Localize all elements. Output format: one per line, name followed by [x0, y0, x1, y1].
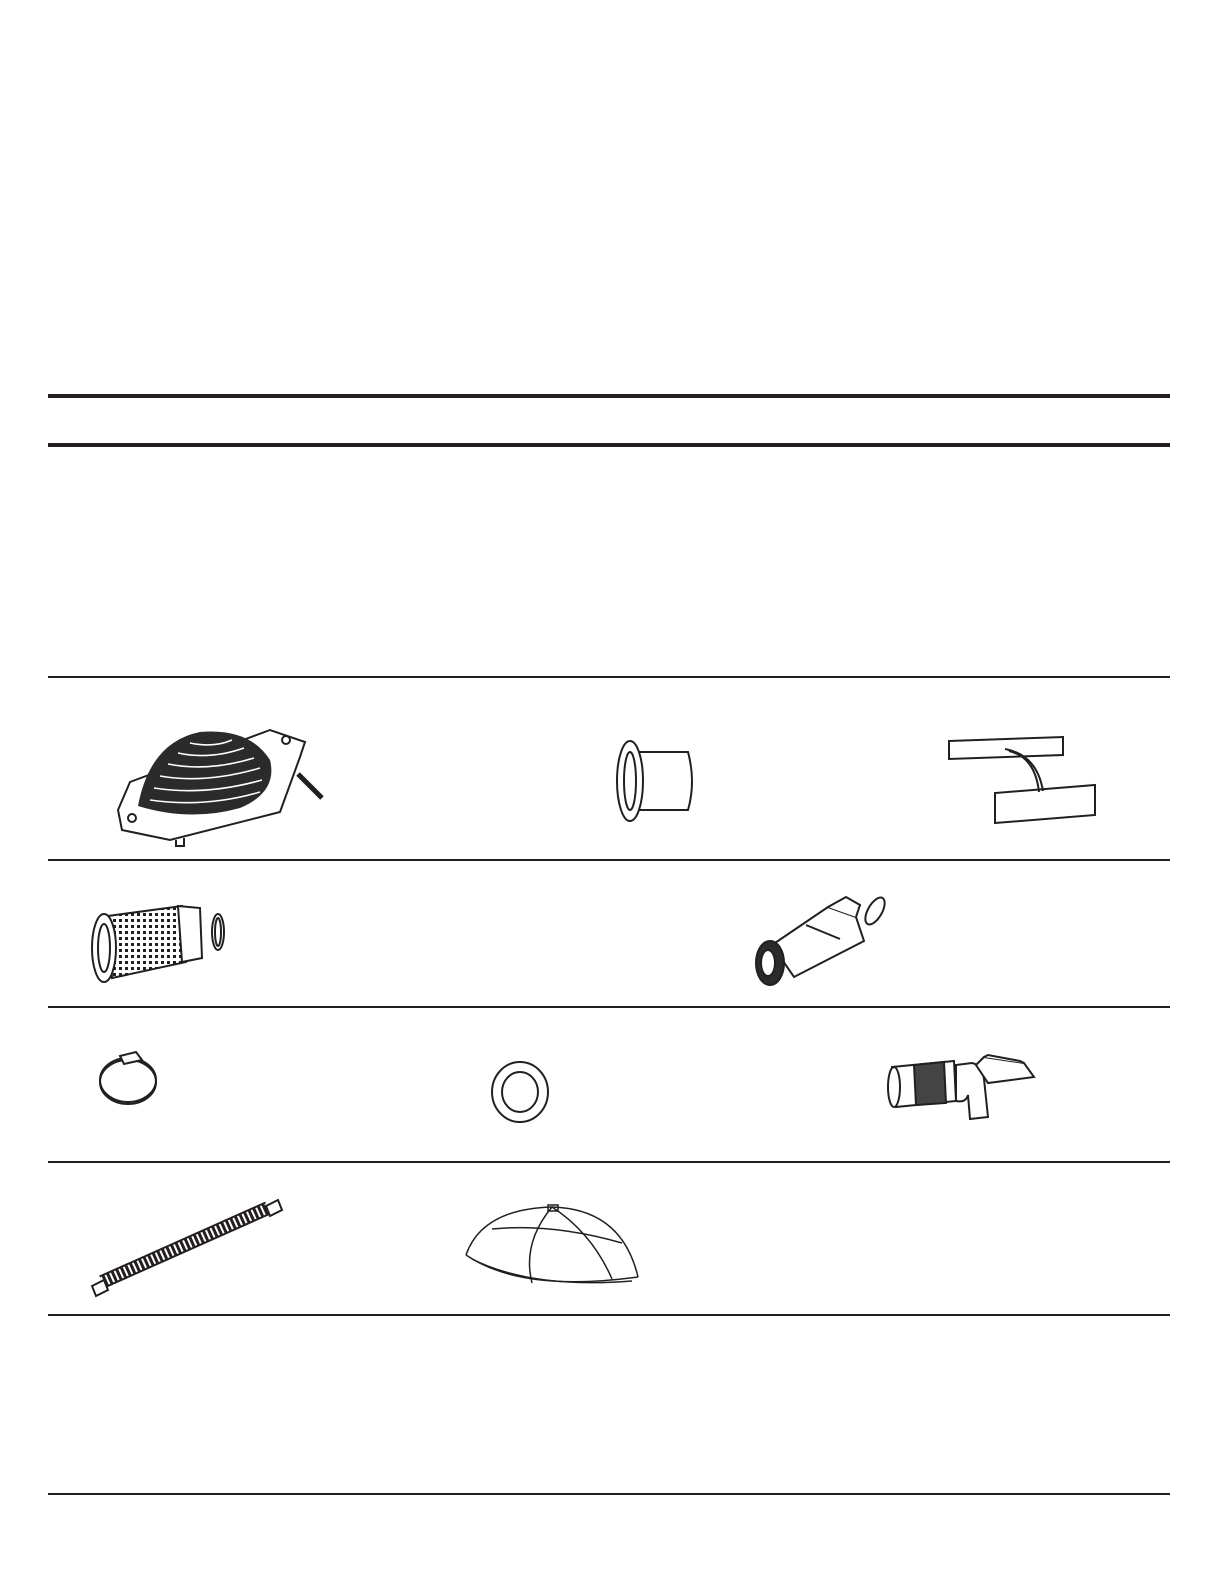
row-divider: [48, 859, 1170, 861]
solar-dome-heater-icon: [110, 722, 330, 847]
row-divider: [48, 1161, 1170, 1163]
hose-clamp-icon: [96, 1048, 166, 1106]
rubber-washer-icon: [486, 1058, 554, 1126]
heading-bottom-rule: [48, 443, 1170, 447]
table-top-rule: [48, 676, 1170, 678]
elbow-adapter-icon: [884, 1055, 1044, 1130]
clear-dome-cover-icon: [462, 1203, 642, 1298]
flanged-bushing-icon: [612, 738, 700, 826]
footer-rule: [48, 1493, 1170, 1495]
flexible-hose-icon: [86, 1200, 286, 1300]
mounting-bracket-icon: [945, 735, 1105, 830]
table-bottom-rule: [48, 1314, 1170, 1316]
strainer-fitting-icon: [82, 900, 232, 990]
threaded-return-fitting-icon: [748, 893, 898, 993]
top-heading-rule: [48, 394, 1170, 398]
row-divider: [48, 1006, 1170, 1008]
